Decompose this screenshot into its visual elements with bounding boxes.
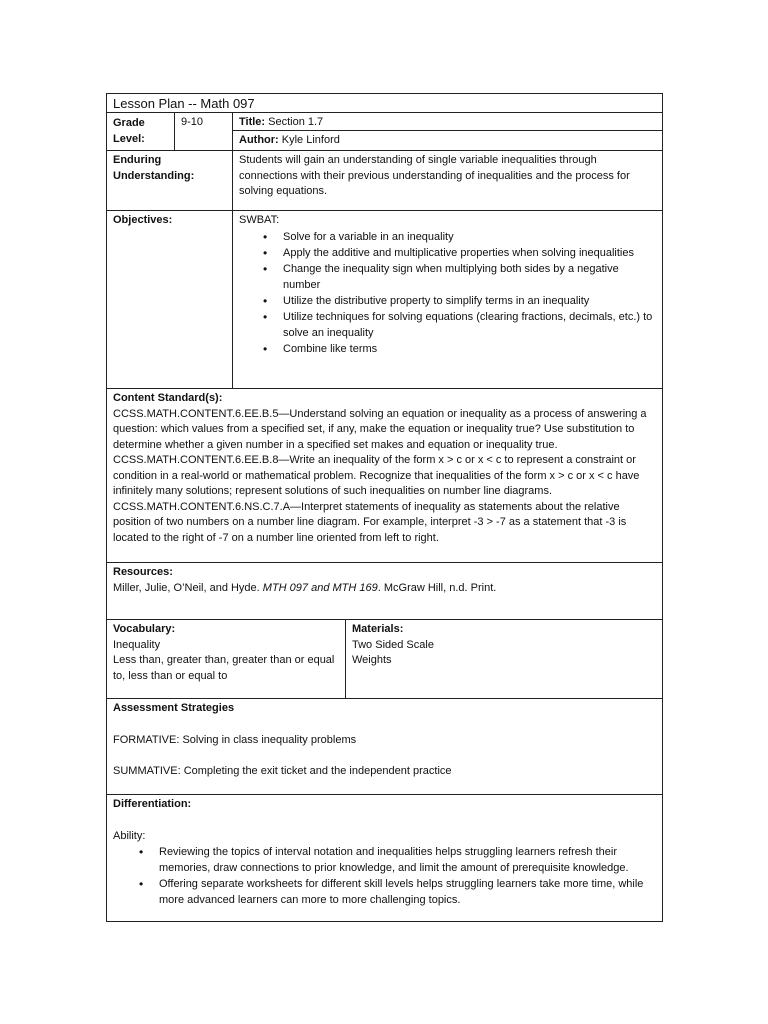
list-item: • Solve for a variable in an inequality [283,229,656,245]
objectives-content [233,211,662,388]
objectives-intro: SWBAT: [239,214,280,226]
materials-label: Materials: [352,623,404,635]
resources-book-title: MTH 097 and MTH 169 [262,581,378,594]
resources-cell [107,563,662,619]
grade-label: Grade Level: [107,113,175,150]
list-item: • Utilize the distributive property to simplify terms in an inequality [283,293,656,309]
resources-row [106,563,663,620]
objectives-row [106,211,663,389]
materials-line2: Weights [352,654,392,666]
vocabulary-line1: Inequality [113,638,161,651]
enduring-label: Enduring Understanding: [107,151,233,210]
list-item: • Utilize techniques for solving equations (clearing fractions, decimals, etc.) to solve an inequality [283,309,656,341]
differentiation-row [106,795,663,922]
content-standards-row [106,389,663,563]
lesson-plan-title [106,93,663,113]
list-item: • Offering separate worksheets for different skill levels helps struggling learners take more time, while more advanced learners can more to more challenging topics. [159,876,656,908]
differentiation-ability: Ability: [113,829,146,842]
content-standards-label: Content Standard(s): [113,392,223,404]
resources-text: Miller, Julie, O’Neil, and Hyde. MTH 097 and MTH 169. McGraw Hill, n.d. Print. [113,581,497,594]
objectives-list [239,229,656,357]
lesson-plan [106,93,663,922]
assessment-formative: FORMATIVE: Solving in class inequality problems [113,733,357,746]
vocabulary-label: Vocabulary: [113,623,176,635]
list-item: • Apply the additive and multiplicative properties when solving inequalities [283,245,656,261]
title-author-block [233,113,662,150]
assessment-cell [107,699,662,794]
materials-cell [346,620,662,698]
enduring-text: Students will gain an understanding of single variable inequalities through connections with their previous understanding of inequalities and the process for solving equations. [239,154,630,197]
title-text: Lesson Plan -- Math 097 [113,96,255,111]
content-standards-cell [107,389,662,562]
list-item: • Change the inequality sign when multiplying both sides by a negative number [283,261,656,293]
enduring-understanding-row [106,151,663,211]
title-field: Title: Section 1.7 [233,113,662,131]
grade-value: 9-10 [175,113,233,150]
list-item: • Reviewing the topics of interval notation and inequalities helps struggling learners refresh their memories, draw connections to prior knowledge, and limit the amount of prerequisite knowledge. [159,844,656,876]
resources-label: Resources: [113,566,173,578]
assessment-label: Assessment Strategies [113,702,235,714]
assessment-row [106,699,663,795]
vocabulary-materials-row [106,620,663,699]
content-standards-text: CCSS.MATH.CONTENT.6.EE.B.5—Understand solving an equation or inequality as a process of answering a question: which values from a specified set, if any, make the equation or inequality true? Use substitution to determine whether a given number in a specified set makes and equation or inequality true. CCSS.MATH.CONTENT.6.EE.B.8—Write an inequality of the form x > c or x < c to represent a constraint or condition in a real-world or mathematical problem. Recognize that inequalities of the form x > c or x < c have infinitely many solutions; represent solutions of such inequalities on number line diagrams. CCSS.MATH.CONTENT.6.NS.C.7.A—Interpret statements of inequality as statements about the relative position of two numbers on a number line diagram. For example, interpret -3 > -7 as a statement that -3 is located to the right of -7 on a number line oriented from left to right. [113,407,647,544]
author-field: Author: Kyle Linford [239,134,340,146]
differentiation-list [113,844,656,908]
assessment-summative: SUMMATIVE: Completing the exit ticket and the independent practice [113,765,452,777]
objectives-label: Objectives: [107,211,233,388]
materials-line1: Two Sided Scale [352,638,434,651]
differentiation-cell [107,795,662,921]
list-item: • Combine like terms [283,341,656,357]
vocabulary-line2: Less than, greater than, greater than or equal to, less than or equal to [113,654,335,682]
header-info-row [106,113,663,151]
vocabulary-cell [107,620,346,698]
differentiation-label: Differentiation: [113,798,192,810]
